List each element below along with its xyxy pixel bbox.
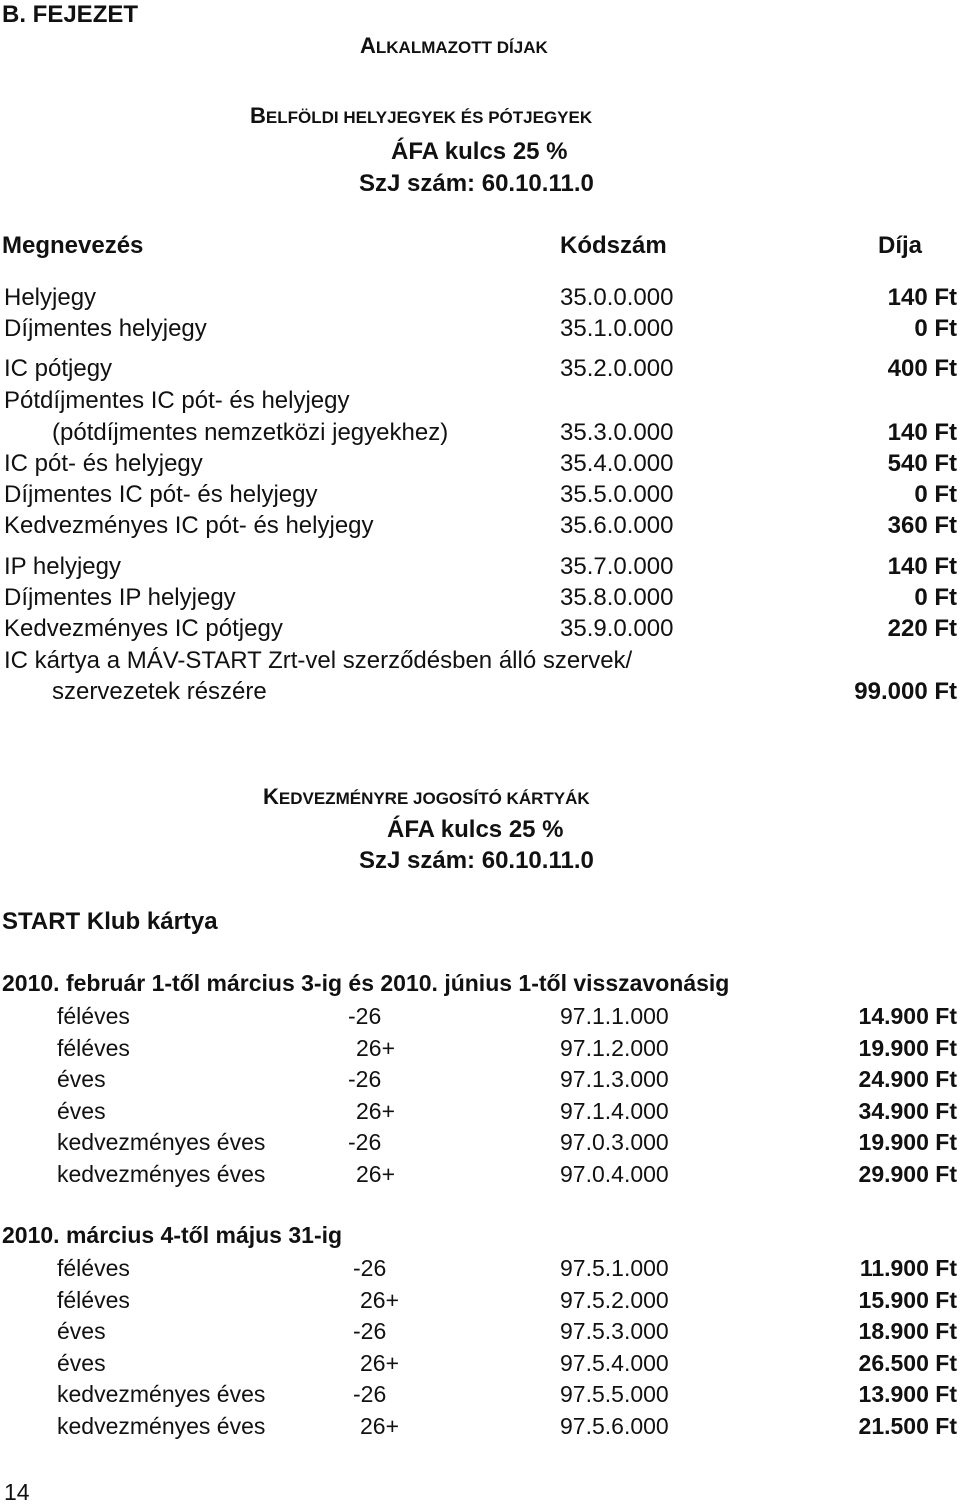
row-fee: 0 Ft [914, 481, 957, 508]
section-title [360, 35, 548, 57]
row-code: 35.0.0.000 [560, 284, 674, 311]
row-code: 35.8.0.000 [560, 584, 674, 611]
row-code: 35.5.0.000 [560, 481, 674, 508]
card-type: kedvezményes éves [57, 1129, 266, 1155]
domestic-szj: SzJ szám: 60.10.11.0 [359, 170, 594, 197]
header-name: Megnevezés [2, 232, 144, 259]
card-age: -26 [348, 1003, 382, 1029]
header-code: Kódszám [560, 232, 667, 259]
row-name: Helyjegy [4, 284, 97, 311]
card-age: -26 [353, 1255, 387, 1281]
row-name: Kedvezményes IC pótjegy [4, 615, 283, 642]
row-fee: 140 Ft [887, 419, 957, 446]
row-name: Díjmentes IP helyjegy [4, 584, 236, 611]
card-code: 97.5.2.000 [560, 1287, 669, 1313]
card-code: 97.0.4.000 [560, 1161, 669, 1187]
card-fee: 29.900 Ft [858, 1161, 957, 1187]
card-age: -26 [348, 1129, 382, 1155]
card-fee: 21.500 Ft [858, 1413, 957, 1439]
period-label: 2010. február 1-től március 3-ig és 2010. június 1-től visszavonásig [2, 970, 730, 996]
row-code: 35.1.0.000 [560, 315, 674, 342]
card-type: féléves [57, 1255, 130, 1281]
card-fee: 34.900 Ft [858, 1098, 957, 1124]
card-age: 26+ [360, 1350, 400, 1376]
card-fee: 15.900 Ft [858, 1287, 957, 1313]
row-code: 35.3.0.000 [560, 419, 674, 446]
section-title-initial: A [360, 33, 376, 58]
row-fee: 220 Ft [887, 615, 957, 642]
card-code: 97.5.5.000 [560, 1381, 669, 1407]
card-type: éves [57, 1350, 106, 1376]
card-age: 26+ [360, 1413, 400, 1439]
chapter-heading: B. FEJEZET [2, 1, 139, 28]
card-type: kedvezményes éves [57, 1161, 266, 1187]
domestic-vat: ÁFA kulcs 25 % [391, 138, 568, 165]
card-age: 26+ [360, 1287, 400, 1313]
cards-vat: ÁFA kulcs 25 % [387, 816, 564, 843]
card-fee: 19.900 Ft [858, 1035, 957, 1061]
card-code: 97.1.1.000 [560, 1003, 669, 1029]
card-type: éves [57, 1318, 106, 1344]
card-type: kedvezményes éves [57, 1381, 266, 1407]
card-type: éves [57, 1098, 106, 1124]
row-fee: 0 Ft [914, 315, 957, 342]
card-fee: 18.900 Ft [858, 1318, 957, 1344]
row-name: Kedvezményes IC pót- és helyjegy [4, 512, 374, 539]
card-type: kedvezményes éves [57, 1413, 266, 1439]
cards-title-rest: EDVEZMÉNYRE JOGOSÍTÓ KÁRTYÁK [278, 789, 590, 808]
row-name: IC pótjegy [4, 355, 113, 382]
card-name: START Klub kártya [2, 908, 218, 935]
card-code: 97.5.6.000 [560, 1413, 669, 1439]
period-label: 2010. március 4-től május 31-ig [2, 1222, 343, 1248]
card-type: féléves [57, 1003, 130, 1029]
row-name: Pótdíjmentes IC pót- és helyjegy [4, 387, 350, 414]
cards-title-initial: K [263, 784, 279, 809]
card-type: éves [57, 1066, 106, 1092]
card-age: -26 [353, 1318, 387, 1344]
card-age: -26 [348, 1066, 382, 1092]
row-code: 35.4.0.000 [560, 450, 674, 477]
card-type: féléves [57, 1287, 130, 1313]
domestic-title-initial: B [250, 103, 266, 128]
domestic-title [250, 105, 592, 127]
card-fee: 11.900 Ft [859, 1255, 957, 1281]
card-fee: 26.500 Ft [858, 1350, 957, 1376]
row-name: (pótdíjmentes nemzetközi jegyekhez) [52, 419, 449, 446]
card-fee: 14.900 Ft [858, 1003, 957, 1029]
row-name: IC kártya a MÁV-START Zrt-vel szerződésben álló szervek/ [4, 647, 633, 674]
header-fee: Díja [878, 232, 923, 259]
row-name: Díjmentes helyjegy [4, 315, 207, 342]
row-fee: 400 Ft [887, 355, 957, 382]
row-name: IC pót- és helyjegy [4, 450, 203, 477]
row-fee: 140 Ft [887, 553, 957, 580]
card-age: 26+ [356, 1161, 396, 1187]
card-code: 97.5.4.000 [560, 1350, 669, 1376]
row-code: 35.6.0.000 [560, 512, 674, 539]
row-code: 35.2.0.000 [560, 355, 674, 382]
card-fee: 19.900 Ft [858, 1129, 957, 1155]
row-code: 35.7.0.000 [560, 553, 674, 580]
card-fee: 24.900 Ft [858, 1066, 957, 1092]
card-age: 26+ [356, 1098, 396, 1124]
cards-title [263, 786, 590, 808]
row-name: szervezetek részére [52, 678, 267, 705]
card-code: 97.1.3.000 [560, 1066, 669, 1092]
card-type: féléves [57, 1035, 130, 1061]
section-title-rest: LKALMAZOTT DÍJAK [375, 38, 548, 57]
row-fee: 540 Ft [887, 450, 957, 477]
row-name: IP helyjegy [4, 553, 121, 580]
card-code: 97.0.3.000 [560, 1129, 669, 1155]
row-fee: 360 Ft [887, 512, 957, 539]
domestic-title-rest: ELFÖLDI HELYJEGYEK ÉS PÓTJEGYEK [265, 108, 593, 127]
row-fee: 0 Ft [914, 584, 957, 611]
cards-szj: SzJ szám: 60.10.11.0 [359, 847, 594, 874]
card-code: 97.1.4.000 [560, 1098, 669, 1124]
card-age: -26 [353, 1381, 387, 1407]
row-code: 35.9.0.000 [560, 615, 674, 642]
card-code: 97.1.2.000 [560, 1035, 669, 1061]
row-name: Díjmentes IC pót- és helyjegy [4, 481, 318, 508]
card-code: 97.5.3.000 [560, 1318, 669, 1344]
page-number: 14 [4, 1479, 30, 1505]
card-age: 26+ [356, 1035, 396, 1061]
row-fee: 99.000 Ft [854, 678, 957, 705]
card-code: 97.5.1.000 [560, 1255, 669, 1281]
card-fee: 13.900 Ft [858, 1381, 957, 1407]
row-fee: 140 Ft [887, 284, 957, 311]
